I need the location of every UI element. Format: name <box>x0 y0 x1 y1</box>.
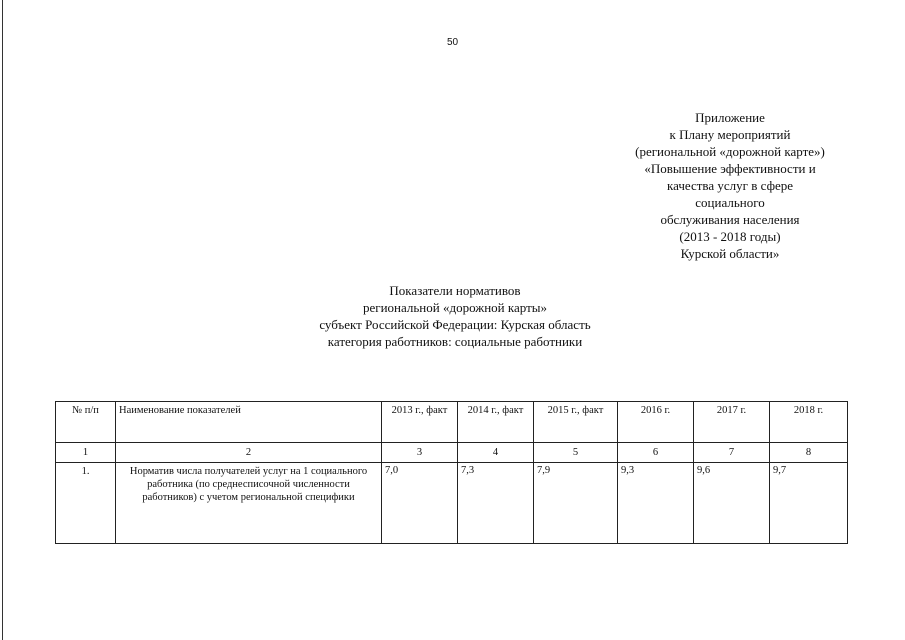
value-2013: 7,0 <box>382 463 458 544</box>
column-number: 1 <box>56 443 116 463</box>
appendix-line: качества услуг в сфере <box>666 178 794 193</box>
value-2014: 7,3 <box>458 463 534 544</box>
column-header-2016: 2016 г. <box>618 402 694 443</box>
column-number: 3 <box>382 443 458 463</box>
appendix-line: социального <box>695 195 765 210</box>
document-heading <box>250 282 660 350</box>
column-number: 4 <box>458 443 534 463</box>
column-number: 8 <box>770 443 848 463</box>
value-2017: 9,6 <box>694 463 770 544</box>
appendix-line: (региональной «дорожной карте») <box>635 144 825 159</box>
indicator-name: Норматив числа получателей услуг на 1 социального работника (по среднесписочной численности работников) с учетом региональной специфики <box>116 463 382 544</box>
heading-line: Показатели нормативов <box>389 283 521 298</box>
column-header-2017: 2017 г. <box>694 402 770 443</box>
table-row <box>56 463 848 544</box>
page-number: 50 <box>446 37 459 48</box>
column-number: 7 <box>694 443 770 463</box>
column-number: 6 <box>618 443 694 463</box>
column-header-number: № п/п <box>56 402 116 443</box>
value-2015: 7,9 <box>534 463 618 544</box>
column-header-2014: 2014 г., факт <box>458 402 534 443</box>
appendix-block <box>585 109 875 262</box>
appendix-line: «Повышение эффективности и <box>644 161 816 176</box>
column-header-2018: 2018 г. <box>770 402 848 443</box>
table-header-row <box>56 402 848 443</box>
row-number: 1. <box>56 463 116 544</box>
column-header-2015: 2015 г., факт <box>534 402 618 443</box>
column-number: 5 <box>534 443 618 463</box>
column-header-name: Наименование показателей <box>116 402 382 443</box>
appendix-line: к Плану мероприятий <box>669 127 791 142</box>
column-header-2013: 2013 г., факт <box>382 402 458 443</box>
column-number: 2 <box>116 443 382 463</box>
appendix-line: (2013 - 2018 годы) <box>679 229 781 244</box>
heading-line: региональной «дорожной карты» <box>362 300 548 315</box>
heading-line: категория работников: социальные работники <box>327 334 583 349</box>
appendix-line: обслуживания населения <box>660 212 800 227</box>
heading-line: субъект Российской Федерации: Курская область <box>319 317 591 332</box>
appendix-line: Приложение <box>695 110 765 125</box>
page-edge-line <box>2 0 3 640</box>
value-2018: 9,7 <box>770 463 848 544</box>
value-2016: 9,3 <box>618 463 694 544</box>
column-numbers-row <box>56 443 848 463</box>
indicators-table <box>55 401 848 544</box>
appendix-line: Курской области» <box>680 246 780 261</box>
